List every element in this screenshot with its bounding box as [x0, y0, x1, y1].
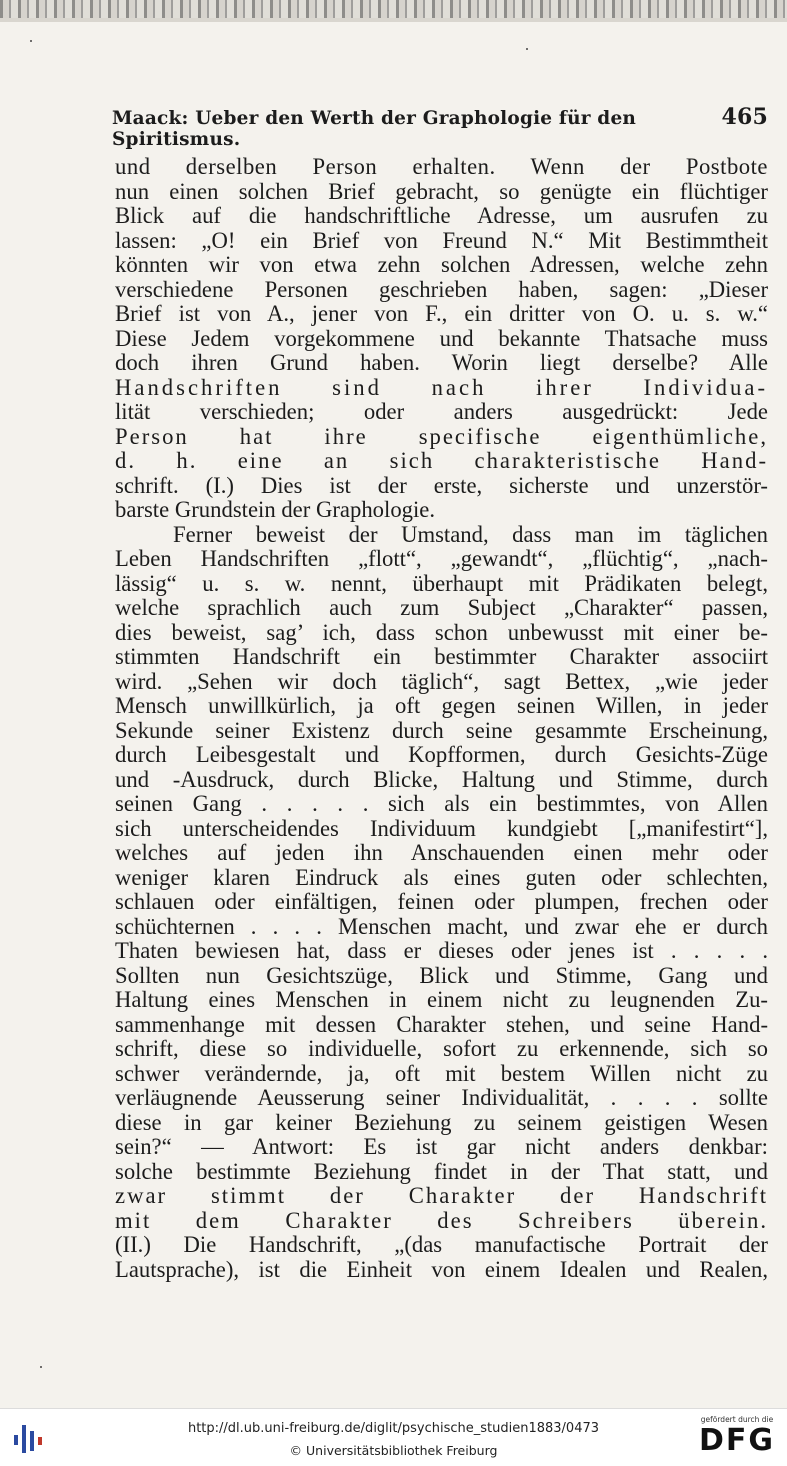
text-line: lität verschieden; oder anders ausgedrückt: Jede: [115, 400, 768, 424]
text-line: durch Leibesgestalt und Kopfformen, durch Gesichts-Züge: [115, 743, 768, 767]
page-top-shadow: [0, 18, 787, 22]
page-top-edge: [0, 0, 787, 18]
dfg-logo: [695, 1415, 779, 1463]
text-line: lassen: „O! ein Brief von Freund N.“ Mit Bestimmtheit: [115, 228, 768, 253]
text-line: Handschriften sind nach ihrer Individua-: [115, 375, 768, 400]
text-line: Sekunde seiner Existenz durch seine gesammte Erscheinung,: [115, 718, 768, 743]
text-line: Ferner beweist der Umstand, dass man im täglichen: [173, 522, 768, 547]
text-line: Sollten nun Gesichtszüge, Blick und Stimme, Gang und: [115, 963, 768, 988]
permalink-url[interactable]: http://dl.ub.uni-freiburg.de/diglit/psychische_studien1883/0473: [187, 1421, 600, 1436]
text-line: (II.) Die Handschrift, „(das manufactische Portrait der: [115, 1233, 768, 1257]
text-line: Blick auf die handschriftliche Adresse, um ausrufen zu: [115, 204, 768, 228]
text-line: und derselben Person erhalten. Wenn der Postbote: [115, 155, 768, 179]
text-line: dies beweist, sag’ ich, dass schon unbewusst mit einer be-: [115, 620, 768, 645]
text-line: lässig“ u. s. w. nennt, überhaupt mit Prädikaten belegt,: [115, 571, 768, 596]
running-header: [112, 104, 768, 150]
dfg-tagline: gefördert durch die: [700, 1415, 774, 1424]
text-line: verschiedene Personen geschrieben haben, sagen: „Dieser: [115, 277, 768, 302]
text-line: Brief ist von A., jener von F., ein dritter von O. u. s. w.“: [115, 302, 768, 326]
running-title: Maack: Ueber den Werth der Graphologie für den Spiritismus.: [112, 108, 637, 150]
text-line: nun einen solchen Brief gebracht, so genügte ein flüchtiger: [115, 179, 768, 204]
text-line: Haltung eines Menschen in einem nicht zu leugnenden Zu-: [115, 988, 768, 1012]
text-line: welche sprachlich auch zum Subject „Charakter“ passen,: [115, 596, 768, 620]
text-line: schüchternen . . . . Menschen macht, und zwar ehe er durch: [115, 914, 768, 939]
text-line: stimmten Handschrift ein bestimmter Charakter associirt: [115, 645, 768, 669]
text-line: solche bestimmte Beziehung findet in der That statt, und: [115, 1159, 768, 1184]
dfg-wordmark: DFG: [698, 1423, 776, 1458]
copyright-notice: © Universitätsbibliothek Freiburg: [289, 1443, 498, 1458]
body-text: [115, 155, 768, 1282]
text-line: schwer verändernde, ja, oft mit bestem Willen nicht zu: [115, 1061, 768, 1086]
text-line: schrift, diese so individuelle, sofort zu erkennende, sich so: [115, 1037, 768, 1061]
text-line: wird. „Sehen wir doch täglich“, sagt Bettex, „wie jeder: [115, 669, 768, 694]
text-line: weniger klaren Eindruck als eines guten oder schlechten,: [115, 865, 768, 890]
text-line: barste Grundstein der Graphologie.: [115, 498, 436, 522]
text-line: sein?“ — Antwort: Es ist gar nicht anders denkbar:: [115, 1135, 768, 1159]
scan-speck: [526, 48, 528, 50]
text-line: sich unterscheidendes Individuum kundgiebt [„manifestirt“],: [115, 816, 768, 841]
text-line: schlauen oder einfältigen, feinen oder plumpen, frechen oder: [115, 890, 768, 914]
text-line: Lautsprache), ist die Einheit von einem Idealen und Realen,: [115, 1257, 768, 1282]
text-line: welches auf jeden ihn Anschauenden einen mehr oder: [115, 841, 768, 865]
text-line: Diese Jedem vorgekommene und bekannte Thatsache muss: [115, 326, 768, 351]
scan-speck: [30, 40, 32, 42]
text-line: könnten wir von etwa zehn solchen Adressen, welche zehn: [115, 253, 768, 277]
page-number: 465: [721, 104, 768, 130]
text-line: sammenhange mit dessen Charakter stehen, und seine Hand-: [115, 1012, 768, 1037]
text-line: d. h. eine an sich charakteristische Hand-: [115, 449, 768, 473]
text-line: zwar stimmt der Charakter der Handschrift: [115, 1184, 768, 1208]
text-line: verläugnende Aeusserung seiner Individualität, . . . . sollte: [115, 1086, 768, 1110]
text-line: Thaten bewiesen hat, dass er dieses oder jenes ist . . . . .: [115, 939, 768, 963]
text-line: Mensch unwillkürlich, ja oft gegen seinen Willen, in jeder: [115, 694, 768, 718]
scan-speck: [40, 1366, 42, 1368]
text-line: schrift. (I.) Dies ist der erste, sicherste und unzerstör-: [115, 473, 768, 498]
text-line: Leben Handschriften „flott“, „gewandt“, „flüchtig“, „nach-: [115, 547, 768, 571]
text-line: seinen Gang . . . . . sich als ein bestimmtes, von Allen: [115, 792, 768, 816]
viewer-footer: [0, 1408, 787, 1466]
text-line: diese in gar keiner Beziehung zu seinem geistigen Wesen: [115, 1110, 768, 1135]
text-line: mit dem Charakter des Schreibers überein.: [115, 1208, 768, 1233]
text-line: Person hat ihre specifische eigenthümliche,: [115, 424, 768, 449]
text-line: doch ihren Grund haben. Worin liegt derselbe? Alle: [115, 351, 768, 375]
text-line: und -Ausdruck, durch Blicke, Haltung und Stimme, durch: [115, 767, 768, 792]
